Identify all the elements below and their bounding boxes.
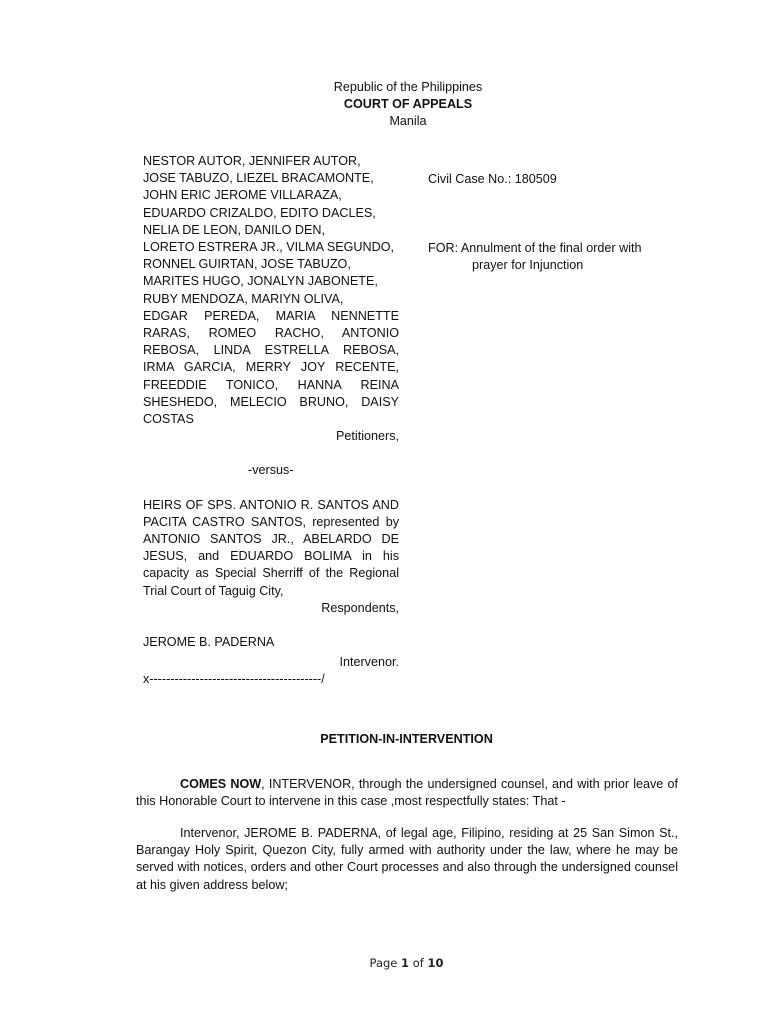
republic-line: Republic of the Philippines	[333, 80, 483, 94]
paragraph-comes-now	[136, 776, 678, 810]
page-current: 1	[401, 956, 410, 970]
respondents-label: Respondents,	[321, 600, 399, 615]
case-nature-line: prayer for Injunction	[472, 258, 584, 273]
caption-closing-line: x-----------------------------------------/	[143, 672, 325, 687]
intervenor-label: Intervenor.	[339, 655, 399, 670]
respondent-block: HEIRS OF SPS. ANTONIO R. SANTOS AND PACITA CASTRO SANTOS, represented by ANTONIO SANTOS JR., ABELARDO DE JESUS, and EDUARDO BOLIMA in his capacity as Special Sherriff of the Regional Trial Court of Taguig City,	[143, 497, 399, 598]
court-header	[0, 79, 768, 131]
petitioner-line: JOHN ERIC JEROME VILLARAZA,	[143, 188, 342, 203]
petitioner-line: JOSE TABUZO, LIEZEL BRACAMONTE,	[143, 171, 374, 186]
comes-now-lead: COMES NOW	[180, 777, 262, 791]
court-city: Manila	[389, 114, 427, 129]
paragraph-text: , INTERVENOR, through the undersigned counsel, and with prior leave of this Honorable Court to intervene in this case ,most respectfully states: That -	[136, 777, 678, 809]
case-number-label: Civil Case No.:	[428, 172, 512, 186]
page-total: 10	[427, 956, 444, 970]
petitioners-label: Petitioners,	[336, 429, 399, 444]
versus-label: -versus-	[248, 463, 294, 478]
court-name: COURT OF APPEALS	[343, 97, 473, 112]
document-title: PETITION-IN-INTERVENTION	[320, 732, 493, 746]
petitioner-line: RUBY MENDOZA, MARIYN OLIVA,	[143, 291, 344, 306]
case-number	[428, 171, 668, 188]
petitioner-line: EDUARDO CRIZALDO, EDITO DACLES,	[143, 205, 376, 220]
paragraph-text: Intervenor, JEROME B. PADERNA, of legal age, Filipino, residing at 25 San Simon St., Barangay Holy Spirit, Quezon City, fully armed with authority under the law, where he may be served with notices, orders and other Court processes and also through the undersigned counsel at his given address below;	[136, 826, 678, 892]
page-footer	[0, 955, 768, 972]
intervenor-name: JEROME B. PADERNA	[143, 635, 275, 650]
case-nature-line: FOR: Annulment of the final order with	[428, 241, 642, 255]
page-of-word: of	[412, 956, 424, 970]
page-word: Page	[369, 956, 398, 970]
paragraph-intervenor	[136, 825, 678, 894]
case-number-value: 180509	[514, 172, 557, 186]
petitioner-line: RONNEL GUIRTAN, JOSE TABUZO,	[143, 257, 351, 272]
case-nature	[428, 240, 668, 274]
petitioner-line: NESTOR AUTOR, JENNIFER AUTOR,	[143, 154, 361, 168]
case-caption	[143, 153, 399, 689]
petitioner-line: NELIA DE LEON, DANILO DEN,	[143, 222, 325, 237]
petitioner-line: LORETO ESTRERA JR., VILMA SEGUNDO,	[143, 240, 395, 255]
petitioner-line: MARITES HUGO, JONALYN JABONETE,	[143, 274, 378, 289]
petitioner-block: EDGAR PEREDA, MARIA NENNETTE RARAS, ROMEO RACHO, ANTONIO REBOSA, LINDA ESTRELLA REBOSA, IRMA GARCIA, MERRY JOY RECENTE, FREEDDIE TONICO, HANNA REINA SHESHEDO, MELECIO BRUNO, DAISY COSTAS	[143, 308, 399, 427]
